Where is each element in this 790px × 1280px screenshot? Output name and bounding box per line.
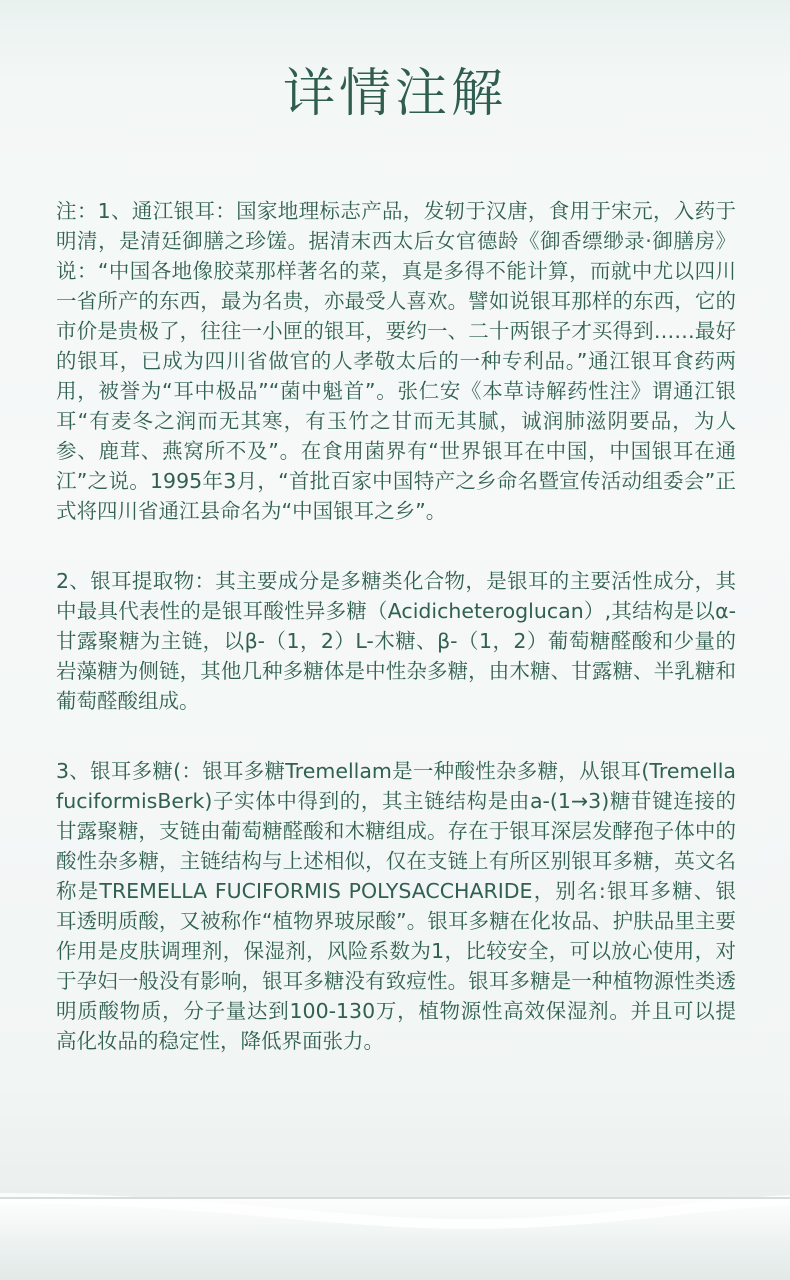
page-title: 详情注解 <box>282 64 507 124</box>
annotation-paragraph-2: 2、银耳提取物：其主要成分是多糖类化合物，是银耳的主要活性成分，其中最具代表性的是银耳酸性异多糖（Acidicheteroglucan）,其结构是以α-甘露聚糖为主链，以β-（1，2）L-木糖、β-（1，2）葡萄糖醛酸和少量的岩藻糖为侧链，其他几种多糖体是中性杂多糖，由木糖、甘露糖、半乳糖和葡萄醛酸组成。 <box>56 569 736 713</box>
annotation-paragraph-3: 3、银耳多糖(：银耳多糖Tremellam是一种酸性杂多糖，从银耳(Tremella fuciformisBerk)子实体中得到的，其主链结构是由a-(1→3)糖苷键连接的甘露聚糖，支链由葡萄糖醛酸和木糖组成。存在于银耳深层发酵孢子体中的酸性杂多糖，主链结构与上述相似，仅在支链上有所区别银耳多糖，英文名称是TREMELLA FUCIFORMIS POLYSACCHARIDE，别名:银耳多糖、银耳透明质酸，又被称作“植物界玻尿酸”。银耳多糖在化妆品、护肤品里主要作用是皮肤调理剂，保湿剂，风险系数为1，比较安全，可以放心使用，对于孕妇一般没有影响，银耳多糖没有致痘性。银耳多糖是一种植物源性类透明质酸物质，分子量达到100-130万，植物源性高效保湿剂。并且可以提高化妆品的稳定性，降低界面张力。 <box>56 759 736 1053</box>
annotation-paragraph-1: 注：1、通江银耳：国家地理标志产品，发轫于汉唐，食用于宋元，入药于明清，是清廷御膳之珍馐。据清末西太后女官德龄《御香缥缈录·御膳房》说：“中国各地像胶菜那样著名的菜，真是多得不能计算，而就中尤以四川一省所产的东西，最为名贵，亦最受人喜欢。譬如说银耳那样的东西，它的市价是贵极了，往往一小匣的银耳，要约一、二十两银子才买得到……最好的银耳，已成为四川省做官的人孝敬太后的一种专利品。”通江银耳食药两用，被誉为“耳中极品”“菌中魁首”。张仁安《本草诗解药性注》谓通江银耳“有麦冬之润而无其寒，有玉竹之甘而无其腻，诚润肺滋阴要品，为人参、鹿茸、燕窝所不及”。在食用菌界有“世界银耳在中国，中国银耳在通江”之说。1995年3月，“首批百家中国特产之乡命名暨宣传活动组委会”正式将四川省通江县命名为“中国银耳之乡”。 <box>56 199 736 523</box>
annotation-body <box>56 196 736 1096</box>
decorative-paper-fold <box>0 1172 790 1280</box>
